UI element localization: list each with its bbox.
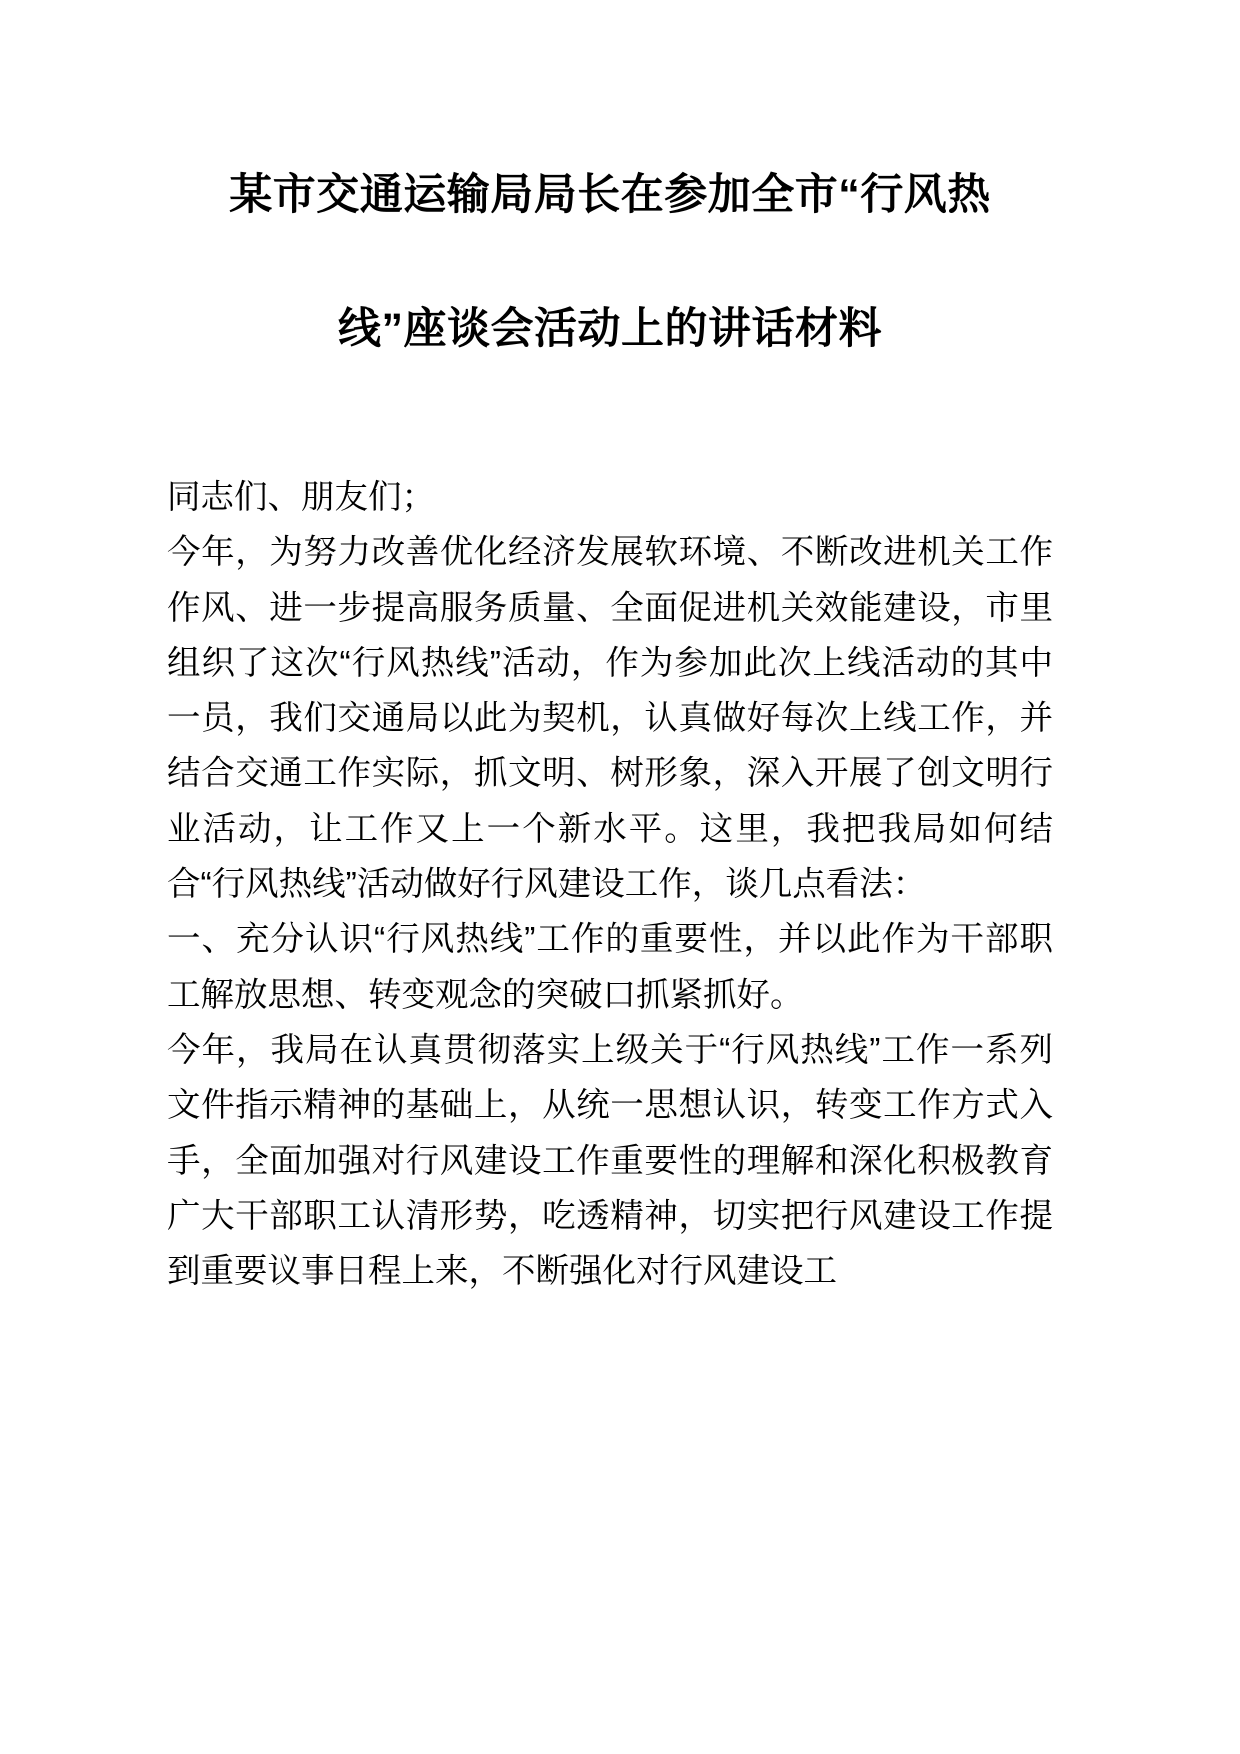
bottom-margin-spacer (167, 1299, 1053, 1419)
page-title (167, 0, 1053, 396)
document-content (167, 0, 1053, 1419)
paragraph-section-one-body: 今年，我局在认真贯彻落实上级关于“行风热线”工作一系列文件指示精神的基础上，从统一思想认识，转变工作方式入手，全面加强对行风建设工作重要性的理解和深化积极教育广大干部职工认清形势，吃透精神，切实把行风建设工作提到重要议事日程上来，不断强化对行风建设工 (167, 1031, 1053, 1291)
section-heading-one: 一、充分认识“行风热线”工作的重要性，并以此作为干部职工解放思想、转变观念的突破口抓紧抓好。 (167, 921, 1053, 1014)
paragraph-intro: 今年，为努力改善优化经济发展软环境、不断改进机关工作作风、进一步提高服务质量、全面促进机关效能建设，市里组织了这次“行风热线”活动，作为参加此次上线活动的其中一员，我们交通局以此为契机，认真做好每次上线工作，并结合交通工作实际，抓文明、树形象，深入开展了创文明行业活动，让工作又上一个新水平。这里，我把我局如何结合“行风热线”活动做好行风建设工作，谈几点看法： (167, 534, 1053, 904)
page-title-line-1: 某市交通运输局局长在参加全市“行风热 (229, 171, 991, 219)
page-title-line-2: 线”座谈会活动上的讲话材料 (338, 305, 882, 353)
salutation-line: 同志们、朋友们； (167, 479, 435, 516)
document-body (167, 470, 1053, 1299)
